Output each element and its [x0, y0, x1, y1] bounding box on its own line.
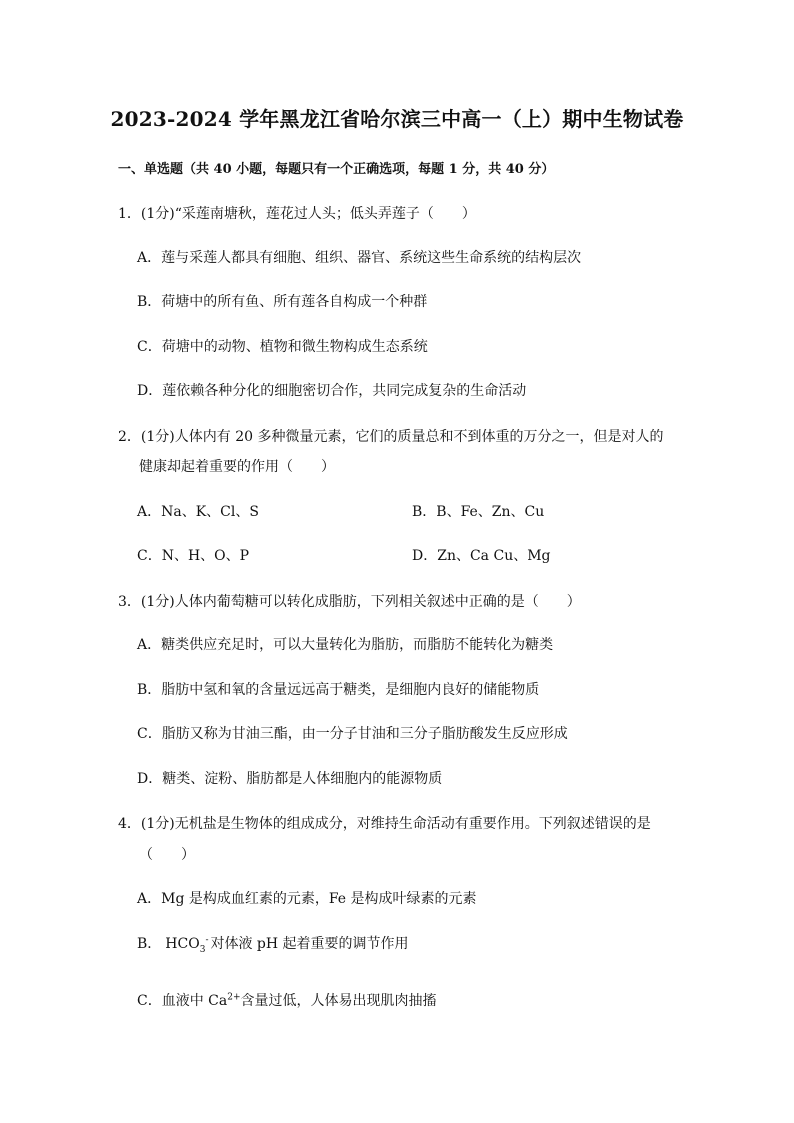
question-4-option-c: C．血液中 $Ca^{2+}$含量过低，人体易出现肌肉抽搐	[137, 992, 437, 1009]
option-letter-b: B．	[137, 936, 162, 952]
question-1-option-a: A．莲与采莲人都具有细胞、组织、器官、系统这些生命系统的结构层次	[137, 250, 582, 266]
option-b-text: 对体液 pH 起着重要的调节作用	[210, 936, 409, 952]
question-2-stem: 2．(1分)人体内有 20 多种微量元素，它们的质量总和不到体重的万分之一，但是对人的	[118, 429, 664, 445]
bicarbonate-formula: $HCO_3^-$	[165, 935, 209, 955]
question-4-option-b	[137, 933, 409, 955]
question-1-option-b: B．荷塘中的所有鱼、所有莲各自构成一个种群	[137, 294, 428, 310]
question-3-stem: 3．(1分)人体内葡萄糖可以转化成脂肪，下列相关叙述中正确的是（ ）	[118, 594, 581, 610]
question-4-option-a: A．Mg 是构成血红素的元素，Fe 是构成叶绿素的元素	[137, 891, 477, 907]
question-2-option-d: D．Zn、Ca Cu、Mg	[412, 548, 551, 564]
question-2-stem-continued: 健康却起着重要的作用（ ）	[139, 459, 335, 475]
question-1-option-c: C．荷塘中的动物、植物和微生物构成生态系统	[137, 339, 428, 355]
page-title: 2023-2024 学年黑龙江省哈尔滨三中高一（上）期中生物试卷	[110, 107, 684, 131]
question-3-option-d: D．糖类、淀粉、脂肪都是人体细胞内的能源物质	[137, 771, 443, 787]
question-4-stem: 4．(1分)无机盐是生物体的组成成分，对维持生命活动有重要作用。下列叙述错误的是	[118, 816, 651, 832]
question-1-stem: 1．(1分)“采莲南塘秋，莲花过人头；低头弄莲子（ ）	[118, 206, 476, 222]
question-3-option-a: A．糖类供应充足时，可以大量转化为脂肪，而脂肪不能转化为糖类	[137, 637, 554, 653]
question-2-option-a: A．Na、K、Cl、S	[137, 504, 259, 520]
question-3-option-c: C．脂肪又称为甘油三酯，由一分子甘油和三分子脂肪酸发生反应形成	[137, 726, 568, 742]
question-4-stem-continued: （ ）	[139, 847, 195, 863]
question-2-option-b: B．B、Fe、Zn、Cu	[412, 504, 545, 520]
question-3-option-b: B．脂肪中氢和氧的含量远远高于糖类，是细胞内良好的储能物质	[137, 682, 540, 698]
section-heading: 一、单选题（共 40 小题，每题只有一个正确选项，每题 1 分，共 40 分）	[118, 162, 555, 177]
question-2-option-c: C．N、H、O、P	[137, 548, 250, 564]
question-1-option-d: D．莲依赖各种分化的细胞密切合作，共同完成复杂的生命活动	[137, 383, 527, 399]
